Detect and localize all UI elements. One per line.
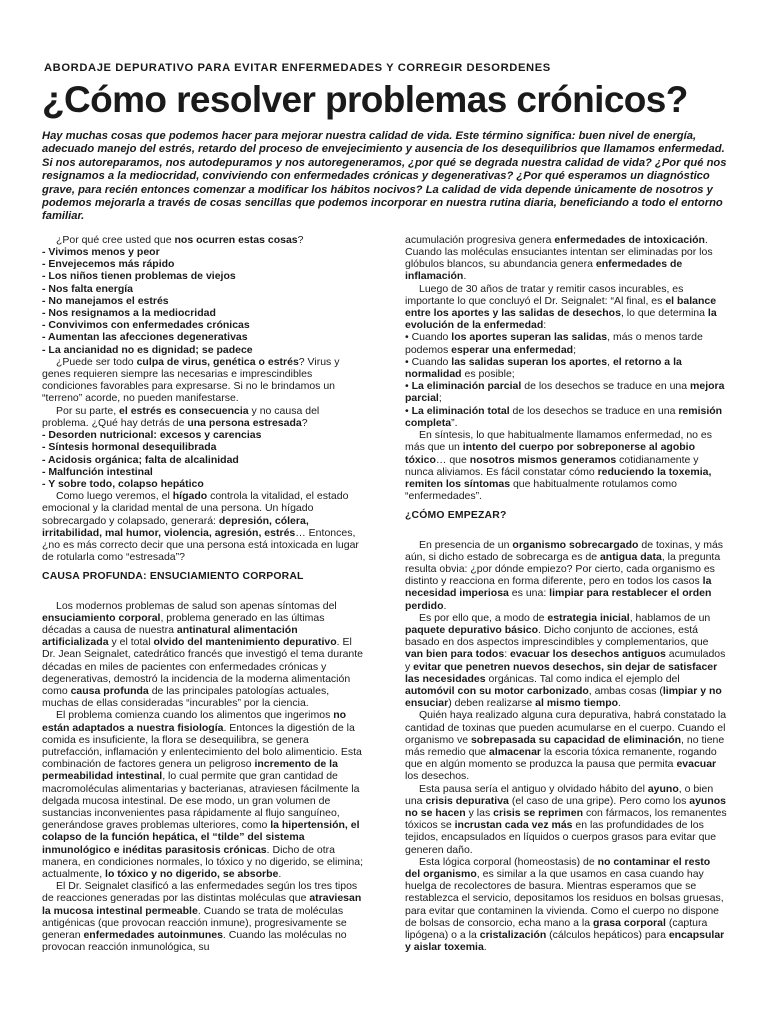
text-run: : <box>504 648 511 661</box>
bold-text: atraviesan la mucosa intestinal permeable <box>42 892 362 917</box>
paragraph <box>42 600 365 710</box>
bold-text: enfermedades autoinmunes <box>83 929 223 942</box>
bold-text: intento del cuerpo por sobreponerse al agobio tóxico <box>405 441 695 466</box>
paragraph <box>42 234 365 246</box>
text-run: , o bien una <box>405 782 714 807</box>
list-item: - Vivimos menos y peor <box>42 246 160 259</box>
list-item: - Aumentan las afecciones degenerativas <box>42 331 248 344</box>
text-run: Los modernos problemas de salud son apenas síntomas del <box>56 599 337 612</box>
text-run: acumulados y <box>405 648 726 673</box>
text-run: , lo que determina <box>620 307 708 320</box>
paragraph <box>42 880 365 953</box>
paragraph <box>405 783 728 856</box>
text-run: : <box>543 319 547 332</box>
paragraph <box>405 539 728 612</box>
text-run: (el caso de una gripe). Pero como los <box>508 794 690 807</box>
bold-text: limpiar para restablecer el orden perdido <box>405 587 712 612</box>
text-run: • Cuando <box>405 355 452 368</box>
bold-text: antigua data <box>599 550 662 563</box>
bold-text: automóvil con su motor carbonizado <box>405 684 589 697</box>
bullet-item <box>405 356 728 380</box>
paragraph <box>405 283 728 332</box>
bold-text: estrategia inicial <box>547 611 630 624</box>
text-run: y las <box>465 806 494 819</box>
lead-paragraph: Hay muchas cosas que podemos hacer para mejorar nuestra calidad de vida. Este término significa: buen nivel de energía, adecuado manejo del estrés, retardo del proceso de envejecimiento y ausencia de los desequilibrios que llamamos enfermedad. Si nos autoreparamos, nos autodepuramos y nos autoregeneramos, ¿por qué se degrada nuestra calidad de vida? ¿Por qué nos resignamos a la mediocridad, conviviendo con enfermedades crónicas y degenerativas? ¿Por qué esperamos un diagnóstico grave, para recién entonces comenzar a modificar los hábitos nocivos? La calidad de vida depende únicamente de nosotros y podemos mejorarla a través de cosas sencillas que podemos incorporar en nuestra rutina diaria, beneficiando a todo el entorno familiar. <box>42 130 727 223</box>
text-run: es una: <box>508 587 550 600</box>
bold-text: incrustan cada vez más <box>454 819 573 832</box>
list-item: - Convivimos con enfermedades crónicas <box>42 319 250 332</box>
bold-text: La eliminación parcial <box>411 380 522 393</box>
text-run: Esta lógica corporal (homeostasis) de <box>419 855 598 868</box>
text-run: • <box>405 380 412 393</box>
bold-text: La eliminación total <box>411 404 510 417</box>
text-run: . Entonces la digestión de la comida es insuficiente, la flora se desequilibra, se genera putrefacción, inflamación y enlentecimiento del bolo alimenticio. Esta combinación de factores genera un peligroso <box>42 721 362 771</box>
text-run: orgánicas. Tal como indica el ejemplo del <box>485 672 680 685</box>
bold-text: una persona estresada <box>187 416 302 429</box>
bold-text: antinatural alimentación artificializada <box>42 623 298 649</box>
text-run: . Cuando las moléculas ensuciantes intentan ser eliminadas por los glóbulos blancos, su abundancia genera <box>405 233 713 271</box>
bold-text: paquete depurativo básico <box>405 623 539 636</box>
section-heading: CAUSA PROFUNDA: ENSUCIAMIENTO CORPORAL <box>42 571 304 583</box>
bold-text: lo tóxico y no digerido, se absorbe <box>105 868 279 880</box>
list-item: - Acidosis orgánica; falta de alcalinidad <box>42 453 239 466</box>
text-run: (captura lipógena) o a la <box>405 916 708 942</box>
bullet-item <box>405 380 728 404</box>
text-run: ? <box>301 416 308 429</box>
text-run: . Cuando las moléculas no provocan reacción inmunológica, su <box>42 929 347 954</box>
text-run: . <box>618 697 621 710</box>
paragraph <box>42 709 365 880</box>
paragraph <box>405 429 728 502</box>
paragraph <box>42 356 365 405</box>
text-run: , ambas cosas ( <box>588 684 663 697</box>
text-run: ; <box>573 343 577 356</box>
kicker: ABORDAJE DEPURATIVO PARA EVITAR ENFERMEDADES Y CORREGIR DESORDENES <box>44 62 551 74</box>
text-run: Quién haya realizado alguna cura depurativa, habrá constatado la cantidad de toxinas que pueden acumularse en el cuerpo. Cuando el organismo ve <box>405 709 727 746</box>
text-run: . Cuando se trata de moléculas antigénicas (que provocan reacción inmune), progresivamente se generan <box>42 904 347 942</box>
bold-text: las salidas superan los aportes <box>451 355 608 368</box>
text-run: . <box>443 599 447 612</box>
list-item: - No manejamos el estrés <box>42 294 169 307</box>
text-run: • Cuando <box>405 331 452 344</box>
text-run: (cálculos hepáticos) para <box>546 929 669 942</box>
bold-text: crisis se reprimen <box>493 806 584 819</box>
bold-text: grasa corporal <box>592 916 666 929</box>
symptom-list <box>42 246 365 356</box>
bold-text: remisión completa <box>405 404 723 429</box>
list-item: - La ancianidad no es dignidad; se padece <box>42 343 253 356</box>
text-run: , lo cual permite que gran cantidad de macromoléculas alimentarias y bacterianas, atraviesen fácilmente la delgada mucosa intestinal. De ese modo, un gran volumen de sustancias inconvenientes pasa rápidamente al flujo sanguíneo, generándose graves problemas ulteriores, como <box>42 770 360 832</box>
bold-text: sobrepasada su capacidad de eliminación <box>470 733 682 746</box>
bold-text: enfermedades de inflamación <box>405 258 683 283</box>
column-left <box>42 234 365 954</box>
page-title: ¿Cómo resolver problemas crónicos? <box>42 79 688 120</box>
section-heading: ¿CÓMO EMPEZAR? <box>405 510 507 522</box>
text-run: ”. <box>451 416 458 429</box>
text-run: que habitualmente rotulamos como “enfermedades”. <box>405 477 677 503</box>
list-item: - Síntesis hormonal desequilibrada <box>42 441 217 454</box>
bold-text: no están adaptados a nuestra fisiología <box>42 709 347 734</box>
bold-text: nosotros mismos generamos <box>469 453 617 466</box>
bold-text: reduciendo la toxemia, remiten los síntomas <box>405 465 712 490</box>
bold-text: depresión, cólera, irritabilidad, mal humor, violencia, agresión, estrés <box>42 514 309 539</box>
bold-text: culpa de virus, genética o estrés <box>136 355 299 368</box>
text-run: Como luego veremos, el <box>56 490 173 503</box>
bold-text: ayuno <box>647 782 679 795</box>
text-run: ) deben realizarse <box>448 697 536 710</box>
bold-text: el retorno a la normalidad <box>405 355 682 381</box>
text-run: , hablamos de un <box>629 611 711 624</box>
text-run: acumulación progresiva genera <box>405 233 555 246</box>
paragraph <box>42 490 365 563</box>
bold-text: incremento de la permeabilidad intestinal <box>42 758 338 783</box>
text-run: . <box>278 868 282 880</box>
bold-text: olvido del mantenimiento depurativo <box>153 636 337 649</box>
bold-text: encapsular y aislar toxemia <box>405 929 725 954</box>
text-run: ? Virus y genes requieren siempre las necesarias e imprescindibles condiciones favorables para expresarse. Si no le brindamos un “terreno” acorde, no pueden manifestarse. <box>42 355 340 405</box>
text-run: de los desechos se traduce en una <box>509 404 679 417</box>
text-run: es posible; <box>461 368 515 381</box>
text-run: Esta pausa sería el antiguo y olvidado hábito del <box>419 782 648 795</box>
text-run: de las principales patologías actuales, muchas de ellas consideradas “incurables” por la ciencia. <box>42 684 330 710</box>
text-run: , no tiene más remedio que <box>405 733 725 758</box>
text-run: los desechos. <box>405 770 470 783</box>
article-columns <box>42 234 728 954</box>
paragraph <box>405 709 728 782</box>
text-run: En síntesis, lo que habitualmente llamamos enfermedad, no es más que un <box>405 429 713 454</box>
paragraph <box>405 234 728 283</box>
text-run: la escoria tóxica remanente, rogando que en algún momento se produzca la pausa que permita <box>405 745 717 771</box>
text-run: El Dr. Seignalet clasificó a las enfermedades según los tres tipos de reacciones generadas por las distintas moléculas que <box>42 880 358 905</box>
text-run: de los desechos se traduce en una <box>521 380 691 393</box>
text-run: En presencia de un <box>419 538 513 551</box>
bold-text: enfermedades de intoxicación <box>554 233 705 246</box>
text-run: . El Dr. Jean Seignalet, catedrático francés que investigó el tema durante décadas en miles de pacientes con enfermedades crónicas y degenerativas, demostró la incidencia de la moderna alimentación como <box>42 636 364 697</box>
list-item: - Desorden nutricional: excesos y carencias <box>42 429 262 442</box>
bold-text: no contaminar el resto del organismo <box>405 855 711 880</box>
text-run: , problema generado en las últimas décadas a causa de nuestra <box>42 611 325 636</box>
bold-text: esperar una enfermedad <box>451 343 574 356</box>
bold-text: cristalización <box>479 929 547 942</box>
bold-text: mejora parcial <box>405 380 725 405</box>
bold-text: al mismo tiempo <box>535 697 619 710</box>
text-run: Es por ello que, a modo de <box>419 611 548 624</box>
text-run: El problema comienza cuando los alimentos que ingerimos <box>56 709 334 722</box>
bullet-item <box>405 405 728 429</box>
list-item: - Malfunción intestinal <box>42 465 153 478</box>
text-run: … que <box>435 453 470 466</box>
text-run: . Dicho conjunto de acciones, está basado en dos aspectos imprescindibles y complementarios, que <box>405 623 709 649</box>
text-run: , la pregunta resulta obvia: ¿por dónde empiezo? Por cierto, cada organismo es distinto y reacciona en forma diferente, pero en todos los casos <box>405 550 721 588</box>
text-run: y no causa del problema. ¿Qué hay detrás de <box>42 404 320 429</box>
text-run: de toxinas, y más aún, si dicho estado de sobrecarga es de <box>405 538 724 563</box>
text-run: ¿Puede ser todo <box>56 355 137 368</box>
list-item: - Los niños tienen problemas de viejos <box>42 270 236 283</box>
bold-text: el estrés es consecuencia <box>119 404 249 417</box>
text-run: Luego de 30 años de tratar y remitir casos incurables, es importante lo que concluyó el Dr. Seignalet: “Al final, es <box>405 282 684 307</box>
cause-list <box>42 429 365 490</box>
bold-text: evitar que penetren nuevos desechos, sin dejar de satisfacer las necesidades <box>405 660 718 685</box>
paragraph <box>405 612 728 710</box>
bold-text: la necesidad imperiosa <box>405 575 712 600</box>
text-run: , es similar a la que usamos en casa cuando hay huelga de recolectores de basura. Mientras esperamos que se restablezca el servicio, depositamos los residuos en bolsas gruesas, para evitar que contaminen la vivienda. Como el cuerpo no dispone de bolsas de consorcio, echa mano a la <box>405 868 724 929</box>
text-run: y el total <box>108 636 154 649</box>
bold-text: nos ocurren estas cosas <box>174 233 298 246</box>
text-run: cotidianamente y nunca aliviamos. Es fácil constatar cómo <box>405 453 699 478</box>
bold-text: los aportes superan las salidas <box>451 331 608 344</box>
bold-text: crisis depurativa <box>425 794 509 807</box>
paragraph <box>405 856 728 954</box>
list-item: - Nos falta energía <box>42 282 134 295</box>
list-item: - Envejecemos más rápido <box>42 258 175 271</box>
text-run: . Dicho de otra manera, en condiciones normales, lo tóxico y no digerido, se elimina; actualmente, <box>42 843 364 880</box>
text-run: ¿Por qué cree usted que <box>56 233 175 246</box>
text-run: … Entonces, ¿no es más correcto decir que una persona está intoxicada en lugar de rotularla como “estresada”? <box>42 526 359 564</box>
bold-text: la hipertensión, el colapso de la función hepática, el “tilde” del sistema inmunológico e inéditas parasitosis crónicas <box>42 819 360 856</box>
text-run: con fármacos, los remanentes tóxicos se <box>405 806 727 832</box>
text-run: • <box>405 404 412 417</box>
bold-text: almacenar <box>489 745 541 758</box>
text-run: . <box>483 941 487 954</box>
text-run: , más o menos tarde podemos <box>405 331 703 356</box>
bold-text: ayunos no se hacen <box>405 794 727 819</box>
column-right <box>405 234 728 954</box>
bold-text: ensuciamiento corporal <box>42 611 161 624</box>
bold-text: evacuar los desechos antiguos <box>510 648 666 661</box>
list-item: - Nos resignamos a la mediocridad <box>42 307 216 320</box>
bold-text: limpiar y no ensuciar <box>405 684 722 710</box>
bold-text: la evolución de la enfermedad <box>405 307 717 332</box>
text-run: en las profundidades de los tejidos, encapsulados en líquidos o cuerpos grasos para evitar que generen daño. <box>405 819 717 856</box>
text-run: , <box>607 355 613 368</box>
bold-text: el balance entre los aportes y las salidas de desechos <box>405 294 717 320</box>
text-run: ; <box>438 392 442 405</box>
text-run: ? <box>297 233 304 246</box>
bold-text: van bien para todos <box>405 648 505 661</box>
bold-text: evacuar <box>676 758 717 771</box>
list-item: - Y sobre todo, colapso hepático <box>42 477 204 490</box>
paragraph <box>42 405 365 429</box>
bold-text: hígado <box>172 490 208 503</box>
bullet-item <box>405 331 728 355</box>
text-run: Por su parte, <box>56 404 120 417</box>
bold-text: causa profunda <box>70 684 149 697</box>
text-run: . <box>463 270 467 283</box>
text-run: controla la vitalidad, el estado emocional y la claridad mental de una persona. Un hígado sobrecargado y colapsado, generará: <box>42 490 349 527</box>
bold-text: organismo sobrecargado <box>512 538 639 551</box>
